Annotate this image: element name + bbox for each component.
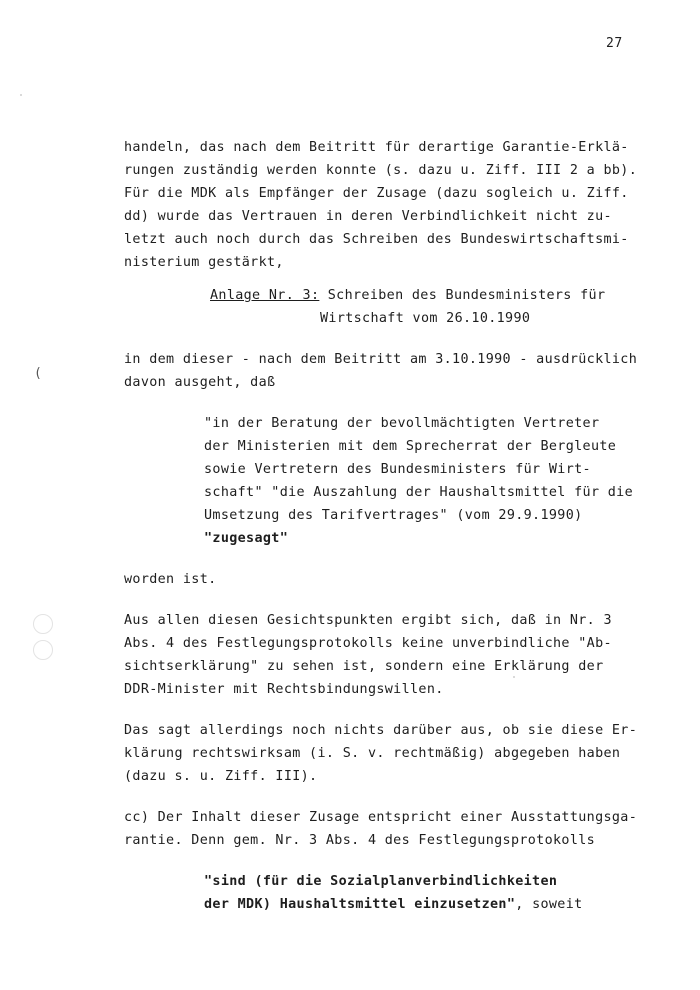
attachment-title: Schreiben des Bundesministers für [319, 288, 606, 303]
text-line: Aus allen diesen Gesichtspunkten ergibt sich, daß in Nr. 3 [124, 613, 612, 628]
text-line: davon ausgeht, daß [124, 375, 276, 390]
text-line: in dem dieser - nach dem Beitritt am 3.10.1990 - ausdrücklich [124, 352, 638, 367]
continuation: , soweit [515, 897, 583, 912]
text-line: schaft" "die Auszahlung der Haushaltsmittel für die [204, 485, 634, 500]
text-line: sowie Vertretern des Bundesministers für Wirt- [204, 462, 591, 477]
text-line: klärung rechtswirksam (i. S. v. rechtmäßig) abgegeben haben [124, 746, 621, 761]
text-line: der Ministerien mit dem Sprecherrat der Bergleute [204, 439, 617, 454]
attachment-label: Anlage Nr. 3: [210, 288, 320, 303]
text-line: rungen zuständig werden konnte (s. dazu u. Ziff. III 2 a bb). [124, 163, 638, 178]
text-line: Abs. 4 des Festlegungsprotokolls keine unverbindliche "Ab- [124, 636, 612, 651]
text-line: handeln, das nach dem Beitritt für derartige Garantie-Erklä- [124, 140, 629, 155]
page-number: 27 [606, 36, 623, 51]
text-line-bold: "sind (für die Sozialplanverbindlichkeiten [204, 874, 558, 889]
margin-mark: ( [34, 366, 42, 381]
text-line: cc) Der Inhalt dieser Zusage entspricht einer Ausstattungsga- [124, 810, 638, 825]
text-line: rantie. Denn gem. Nr. 3 Abs. 4 des Festlegungsprotokolls [124, 833, 596, 848]
text-line: sichtserklärung" zu sehen ist, sondern eine Erklärung der [124, 659, 604, 674]
punch-hole-bottom [33, 640, 53, 660]
text-line: nisterium gestärkt, [124, 255, 284, 270]
scan-speck [513, 676, 515, 678]
text-line: Das sagt allerdings noch nichts darüber aus, ob sie diese Er- [124, 723, 638, 738]
text-line: Umsetzung des Tarifvertrages" (vom 29.9.1990) [204, 508, 583, 523]
bold-phrase: der MDK) Haushaltsmittel einzusetzen" [204, 897, 516, 912]
scan-speck [20, 94, 22, 96]
punch-hole-top [33, 614, 53, 634]
text-line: Für die MDK als Empfänger der Zusage (dazu sogleich u. Ziff. [124, 186, 629, 201]
text-line: letzt auch noch durch das Schreiben des Bundeswirtschaftsmi- [124, 232, 629, 247]
paragraph: worden ist. [124, 572, 217, 587]
text-line: dd) wurde das Vertrauen in deren Verbindlichkeit nicht zu- [124, 209, 612, 224]
text-line-bold: "zugesagt" [204, 531, 289, 546]
text-line: DDR-Minister mit Rechtsbindungswillen. [124, 682, 444, 697]
text-line: Wirtschaft vom 26.10.1990 [320, 311, 531, 326]
text-line: "in der Beratung der bevollmächtigten Vertreter [204, 416, 600, 431]
text-line [204, 897, 583, 912]
text-line: (dazu s. u. Ziff. III). [124, 769, 318, 784]
text-line [210, 288, 605, 303]
